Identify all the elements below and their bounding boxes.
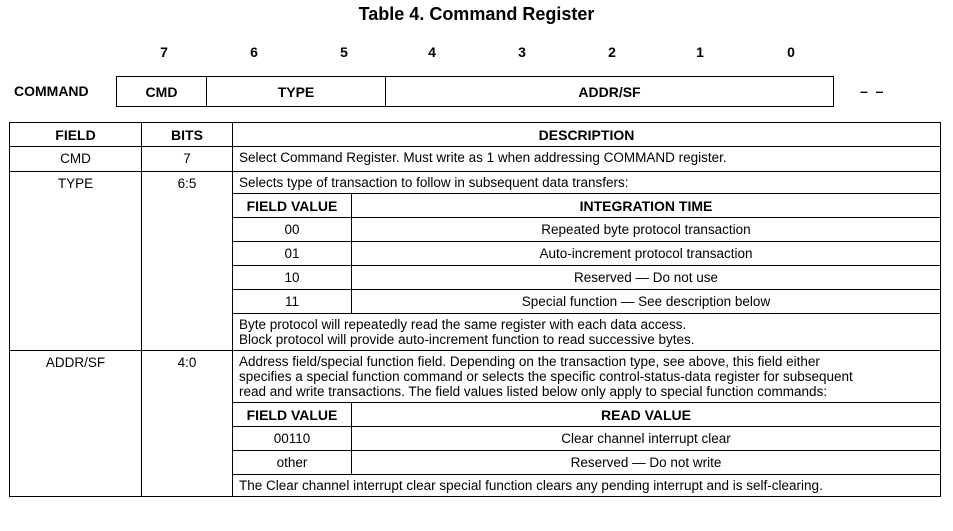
cell-bits-type: 6:5: [142, 172, 233, 351]
type-meaning: Auto-increment protocol transaction: [352, 242, 941, 266]
addr-sf-value: other: [233, 451, 352, 475]
table-row: [233, 451, 940, 475]
bit-number-2: 2: [608, 44, 616, 60]
register-field-cmd: CMD: [116, 76, 207, 107]
addr-sf-values-subtable: [233, 402, 940, 475]
type-value: 01: [233, 242, 352, 266]
table-row-type: [10, 172, 941, 351]
header-field: FIELD: [10, 123, 142, 147]
cell-description-addr-sf-outro: The Clear channel interrupt clear special function clears any pending interrupt and is self-clearing.: [239, 478, 823, 493]
register-field-addr-sf: ADDR/SF: [385, 76, 834, 107]
register-label: COMMAND: [14, 83, 89, 99]
cell-description-type-outro: Byte protocol will repeatedly read the same register with each data access. Block protocol will provide auto-increment function to read successive bytes.: [239, 317, 695, 347]
type-value: 11: [233, 290, 352, 314]
table-header-row: [10, 123, 941, 147]
cell-bits-addr-sf: 4:0: [142, 351, 233, 497]
header-bits: BITS: [142, 123, 233, 147]
type-meaning: Reserved — Do not use: [352, 266, 941, 290]
type-value: 00: [233, 218, 352, 242]
table-row: [233, 218, 940, 242]
cell-description-addr-sf-intro: Address field/special function field. Depending on the transaction type, see above, this field either specifies a special function command or selects the specific control-status-data register for subsequent read and write transactions. The field values listed below only apply to special function commands:: [239, 354, 853, 399]
cell-bits-cmd: 7: [142, 147, 233, 172]
table-row-addr-sf: [10, 351, 941, 497]
table-row: [233, 266, 940, 290]
type-subtable-header: [233, 194, 940, 218]
addr-sf-meaning: Reserved — Do not write: [352, 451, 941, 475]
type-values-subtable: [233, 193, 940, 314]
register-trailing-dashes: – –: [860, 83, 886, 99]
command-register-table: [9, 122, 941, 497]
cell-description-cmd: Select Command Register. Must write as 1 when addressing COMMAND register.: [239, 150, 727, 165]
addr-sf-subheader-meaning: READ VALUE: [352, 403, 941, 427]
type-subheader-value: FIELD VALUE: [233, 194, 352, 218]
type-value: 10: [233, 266, 352, 290]
bit-number-3: 3: [518, 44, 526, 60]
register-field-type: TYPE: [206, 76, 386, 107]
bit-number-5: 5: [340, 44, 348, 60]
addr-sf-meaning: Clear channel interrupt clear: [352, 427, 941, 451]
type-subheader-meaning: INTEGRATION TIME: [352, 194, 941, 218]
cell-description-type-intro: Selects type of transaction to follow in subsequent data transfers:: [239, 175, 629, 190]
addr-sf-subheader-value: FIELD VALUE: [233, 403, 352, 427]
bit-number-7: 7: [160, 44, 168, 60]
table-row: [233, 242, 940, 266]
header-description: DESCRIPTION: [233, 123, 941, 147]
addr-sf-subtable-header: [233, 403, 940, 427]
bit-number-0: 0: [787, 44, 795, 60]
table-row: [233, 427, 940, 451]
addr-sf-value: 00110: [233, 427, 352, 451]
cell-field-type: TYPE: [10, 172, 142, 351]
cell-field-cmd: CMD: [10, 147, 142, 172]
cell-field-addr-sf: ADDR/SF: [10, 351, 142, 497]
type-meaning: Repeated byte protocol transaction: [352, 218, 941, 242]
bit-number-4: 4: [428, 44, 436, 60]
table-row-cmd: [10, 147, 941, 172]
table-row: [233, 290, 940, 314]
bit-number-6: 6: [250, 44, 258, 60]
type-meaning: Special function — See description below: [352, 290, 941, 314]
table-title: Table 4. Command Register: [358, 4, 595, 24]
bit-number-1: 1: [696, 44, 704, 60]
